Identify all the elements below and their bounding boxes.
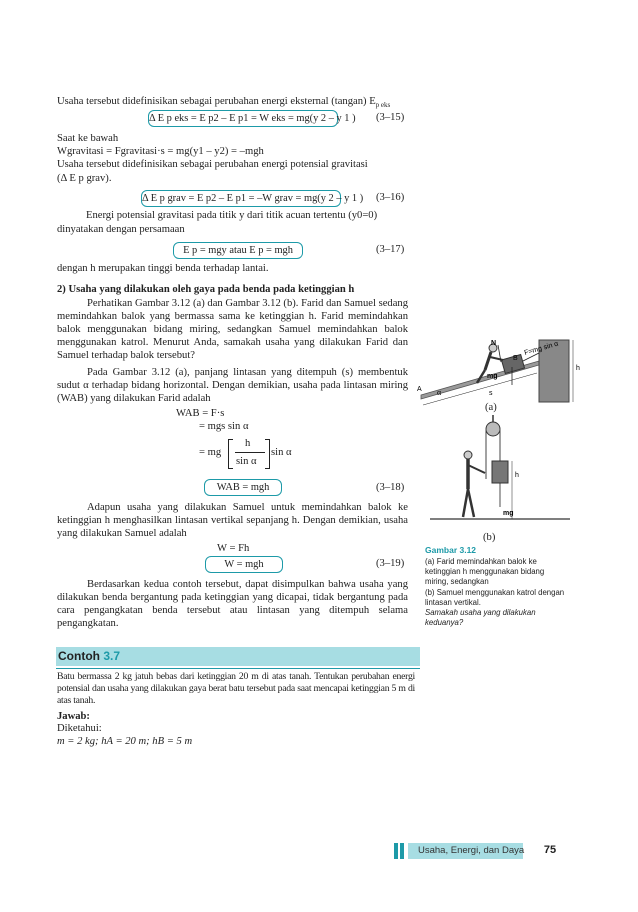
equation-3-15: Δ E p eks = E p2 – E p1 = W eks = mg(y 2 – y 1 ) <box>148 110 338 127</box>
caption-question: Samakah usaha yang dilakukan keduanya? <box>425 608 536 627</box>
fraction-numerator: h <box>245 438 251 449</box>
person-head-b <box>464 451 472 459</box>
example-title-word: Contoh <box>58 649 100 663</box>
text-line-7: Energi potensial gravitasi pada titik y dari titik acuan tertentu (y0=0) <box>86 210 378 221</box>
equation-number-3-18: (3–18) <box>376 482 405 493</box>
person-leg-b1 <box>463 489 468 517</box>
bracket-right <box>265 439 270 469</box>
text: Usaha tersebut didefinisikan sebagai perubahan energi eksternal (tangan) E <box>57 96 376 107</box>
text-line-6: (Δ E p grav). <box>57 173 112 184</box>
example-divider <box>56 668 420 669</box>
label-B: B <box>513 355 518 362</box>
text-w-gravitasi: Wgravitasi = Fgravitasi·s = mg(y1 – y2) = –mgh <box>57 146 264 157</box>
block-b <box>492 461 508 483</box>
figure-label-b: (b) <box>483 532 496 543</box>
caption-title: Gambar 3.12 <box>425 545 477 555</box>
person-arm-a <box>490 357 503 360</box>
figure-inclined-plane <box>415 315 590 415</box>
example-body: Batu bermassa 2 kg jatuh bebas dari ketinggian 20 m di atas tanah. Tentukan perubahan energi potensial dan usaha yang dilakukan gaya berat batu tersebut pada saat mencapai ketinggian 5 m di atas tanah. <box>57 671 415 706</box>
wab-line-3-pre: = mg <box>199 447 222 458</box>
caption-a: (a) Farid memindahkan balok ke ketinggian h menggunakan bidang miring, sedangkan <box>425 557 545 586</box>
footer-marker-2 <box>400 843 404 859</box>
fraction-denominator: sin α <box>236 456 257 467</box>
label-h-b: h <box>515 472 519 479</box>
w-fh: W = Fh <box>217 543 250 554</box>
paragraph-2: Pada Gambar 3.12 (a), panjang lintasan yang ditempuh (s) membentuk sudut α terhadap bidang horizontal. Dengan demikian, usaha pada lintasan miring (WAB) yang dilakukan Farid adalah <box>57 367 408 404</box>
equation-number-3-17: (3–17) <box>376 244 405 255</box>
label-s: s <box>489 390 493 397</box>
paragraph-3: Adapun usaha yang dilakukan Samuel untuk memindahkan balok ke ketinggian h menghasilkan lintasan vertikal sepanjang h. Dengan demikian, usaha yang dilakukan Samuel adalah <box>57 502 408 539</box>
figure-label-a: (a) <box>485 402 497 413</box>
equation-3-18: WAB = mgh <box>204 479 282 496</box>
caption-b: (b) Samuel menggunakan katrol dengan lintasan vertikal. <box>425 588 565 607</box>
equation-3-19: W = mgh <box>205 556 283 573</box>
wab-line-1: WAB = F·s <box>176 408 225 419</box>
equation-3-17: E p = mgy atau E p = mgh <box>173 242 303 259</box>
text-line-8: dinyatakan dengan persamaan <box>57 224 185 235</box>
label-mg-a: mg <box>487 373 498 380</box>
paragraph-4: Berdasarkan kedua contoh tersebut, dapat disimpulkan bahwa usaha yang dilakukan benda bergantung pada ketinggian yang dicapai, tidak bergantung pada cara pengangkatan benda tersebut atau lintasan yang ditempuh selama pengangkatan. <box>57 579 408 629</box>
label-alpha: α <box>437 388 442 397</box>
equation-number-3-19: (3–19) <box>376 558 405 569</box>
example-jawab: Jawab: <box>57 711 90 722</box>
text-saat-ke-bawah: Saat ke bawah <box>57 133 119 144</box>
text-line-5: Usaha tersebut didefinisikan sebagai perubahan energi potensial gravitasi <box>57 159 368 170</box>
wab-line-3-post: sin α <box>271 447 292 458</box>
bracket-left <box>228 439 233 469</box>
page-number: 75 <box>543 844 557 856</box>
example-number: 3.7 <box>103 649 121 663</box>
example-title <box>58 648 120 665</box>
person-body-a <box>485 352 491 370</box>
footer-marker-1 <box>394 843 398 859</box>
person-leg-b2 <box>468 489 474 517</box>
section-heading-2: 2) Usaha yang dilakukan oleh gaya pada benda pada ketinggian h <box>57 284 355 295</box>
text-line-9: dengan h merupakan tinggi benda terhadap lantai. <box>57 263 269 274</box>
figure-pulley <box>430 415 570 527</box>
pulley-wheel <box>486 422 500 436</box>
equation-3-16: Δ E p grav = E p2 – E p1 = –W grav = mg(y 2 – y 1 ) <box>141 190 341 207</box>
footer-chapter: Usaha, Energi, dan Daya <box>418 845 525 856</box>
example-known-values: m = 2 kg; hA = 20 m; hB = 5 m <box>57 736 193 747</box>
paragraph-1: Perhatikan Gambar 3.12 (a) dan Gambar 3.12 (b). Farid dan Samuel sedang memindahkan balok yang bermassa sama ke ketinggian h. Farid memindahkan balok menggunakan bidang miring, sedangkan Samuel memindahkan balok menggunakan katrol. Menurut Anda, samakah usaha yang dilakukan Farid dan Samuel terhadap balok tersebut? <box>57 298 408 361</box>
equation-number-3-16: (3–16) <box>376 192 405 203</box>
wab-line-2: = mgs sin α <box>199 421 249 432</box>
example-diketahui: Diketahui: <box>57 723 102 734</box>
label-N: N <box>491 340 497 347</box>
label-h-a: h <box>576 365 580 372</box>
fraction-bar <box>235 452 265 453</box>
sub: p eks <box>375 101 391 110</box>
label-mg-b: mg <box>503 510 514 517</box>
label-F: F=mg sin α <box>523 340 560 357</box>
label-A: A <box>417 386 422 393</box>
person-arm-b <box>468 465 485 473</box>
equation-number-3-15: (3–15) <box>376 112 405 123</box>
